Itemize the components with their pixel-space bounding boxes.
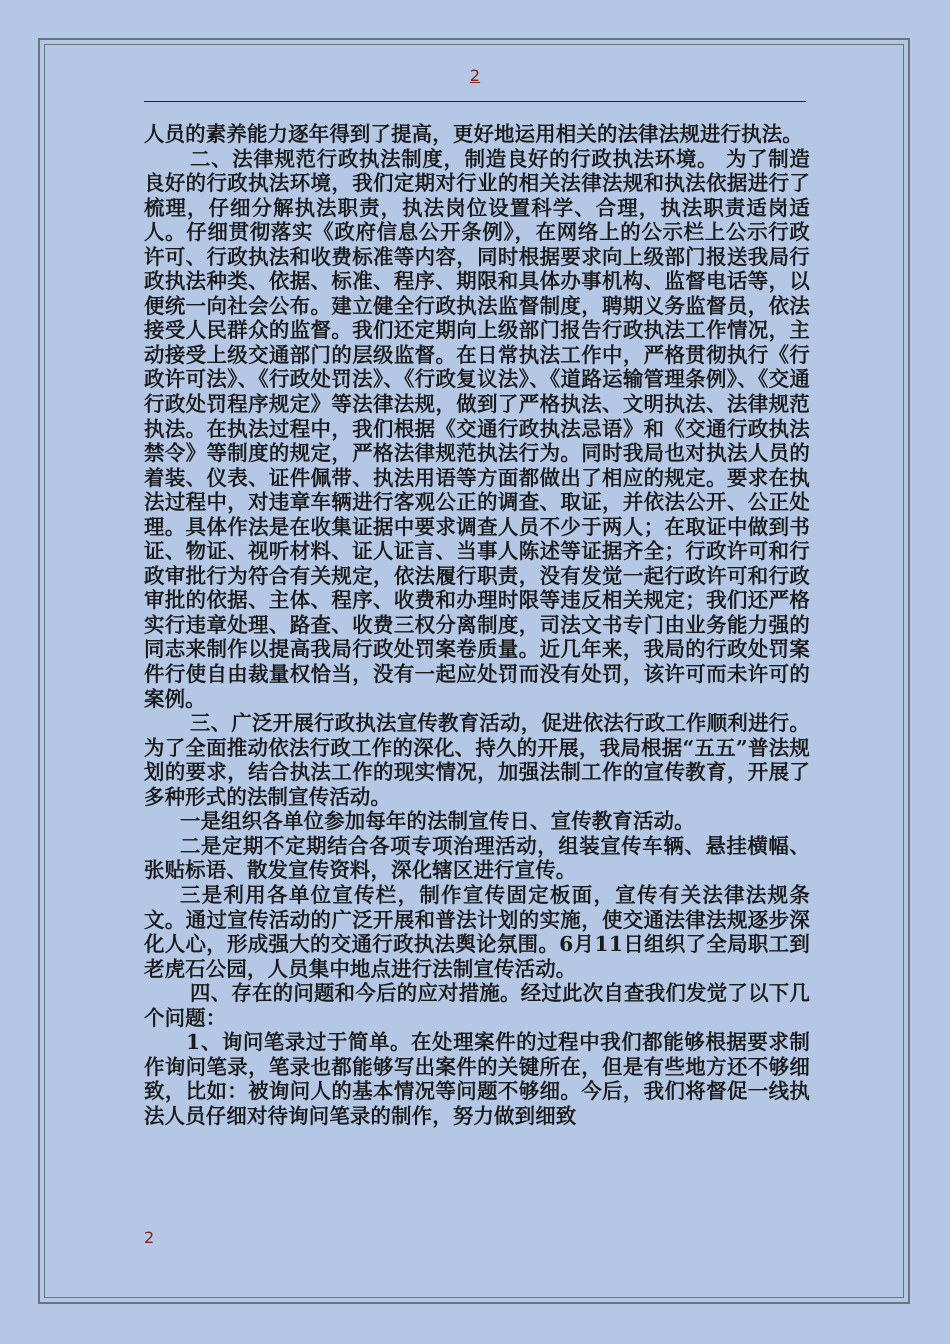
footer-page-number: 2 xyxy=(144,1228,155,1247)
header-rule xyxy=(144,101,806,102)
paragraph: 四、存在的问题和今后的应对措施。经过此次自查我们发觉了以下几个问题： xyxy=(144,981,810,1030)
paragraph: 一是组织各单位参加每年的法制宣传日、宣传教育活动。 xyxy=(180,809,695,834)
paragraph: 二、法律规范行政执法制度，制造良好的行政执法环境。 为了制造良好的行政执法环境，我们定期对行业的相关法律法规和执法依据进行了梳理，仔细分解执法职责，执法岗位设置科学、合理，执法职责适岗适人。仔细贯彻落实《政府信息公开条例》，在网络上的公示栏上公示行政许可、行政执法和收费标准等内容，同时根据要求向上级部门报送我局行政执法种类、依据、标准、程序、期限和具体办事机构、监督电话等，以便统一向社会公布。建立健全行政执法监督制度，聘期义务监督员，依法接受人民群众的监督。我们还定期向上级部门报告行政执法工作情况，主动接受上级交通部门的层级监督。在日常执法工作中，严格贯彻执行《行政许可法》、《行政处罚法》、《行政复议法》、《道路运输管理条例》、《交通行政处罚程序规定》等法律法规，做到了严格执法、文明执法、法律规范执法。在执法过程中，我们根据《交通行政执法忌语》和《交通行政执法禁令》等制度的规定，严格法律规范执法行为。同时我局也对执法人员的着装、仪表、证件佩带、执法用语等方面都做出了相应的规定。要求在执法过程中，对违章车辆进行客观公正的调查、取证，并依法公开、公正处理。具体作法是在收集证据中要求调查人员不少于两人；在取证中做到书证、物证、视听材料、证人证言、当事人陈述等证据齐全；行政许可和行政审批行为符合有关规定，依法履行职责，没有发觉一起行政许可和行政审批的依据、主体、程序、收费和办理时限等违反相关规定；我们还严格实行违章处理、路查、收费三权分离制度，司法文书专门由业务能力强的同志来制作以提高我局行政处罚案卷质量。近几年来，我局的行政处罚案件行使自由裁量权恰当，没有一起应处罚而没有处罚，该许可而未许可的案例。 xyxy=(144,146,810,711)
paragraph: 人员的素养能力逐年得到了提高，更好地运用相关的法律法规进行执法。 xyxy=(144,122,803,146)
paragraph: 三是利用各单位宣传栏，制作宣传固定板面，宣传有关法律法规条文。通过宣传活动的广泛开展和普法计划的实施，使交通法律法规逐步深化人心，形成强大的交通行政执法舆论氛围。6月11日组织了全局职工到老虎石公园，人员集中地点进行法制宣传活动。 xyxy=(144,882,810,981)
paragraph: 三、广泛开展行政执法宣传教育活动，促进依法行政工作顺利进行。为了全面推动依法行政工作的深化、持久的开展，我局根据“五五”普法规划的要求，结合执法工作的现实情况，加强法制工作的宣传教育，开展了多种形式的法制宣传活动。 xyxy=(144,711,810,809)
paragraph: 二是定期不定期结合各项专项治理活动，组装宣传车辆、悬挂横幅、张贴标语、散发宣传资料，深化辖区进行宣传。 xyxy=(144,833,810,883)
paragraph: 1、询问笔录过于简单。在处理案件的过程中我们都能够根据要求制作询问笔录，笔录也都能够写出案件的关键所在，但是有些地方还不够细致，比如：被询问人的基本情况等问题不够细。今后，我们将督促一线执法人员仔细对待询问笔录的制作，努力做到细致 xyxy=(144,1030,810,1128)
document-body xyxy=(144,122,810,1128)
header-page-number: 2 xyxy=(469,66,481,85)
